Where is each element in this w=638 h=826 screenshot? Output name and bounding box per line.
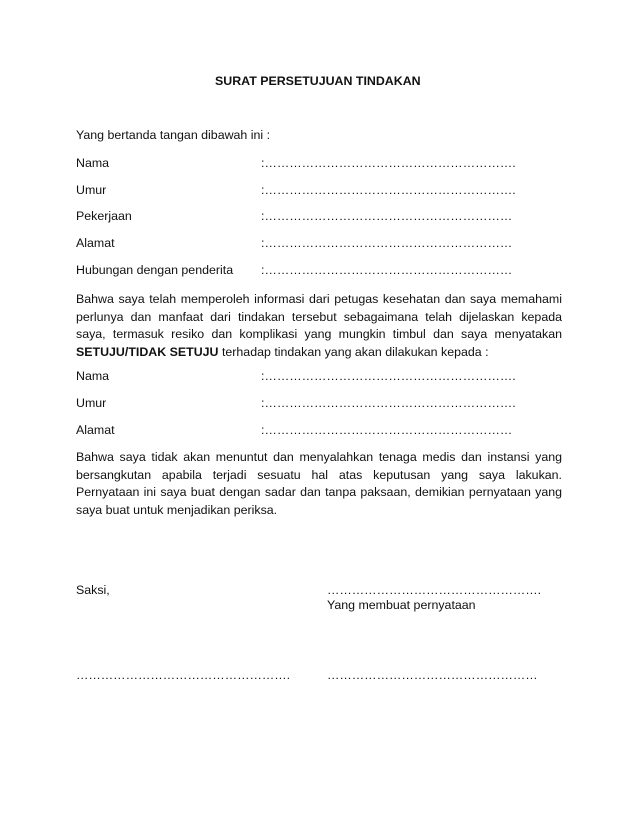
- document-title: SURAT PERSETUJUAN TINDAKAN: [215, 74, 421, 88]
- consent-line-1: Bahwa saya telah memperoleh informasi dari petugas kesehatan dan saya memahami: [76, 292, 562, 306]
- patient-dots-alamat: :……………………………………………………: [261, 423, 513, 437]
- signer-dots: …………………………………………….: [327, 583, 542, 597]
- field-label-pekerjaan: Pekerjaan: [76, 209, 132, 223]
- patient-label-nama: Nama: [76, 369, 110, 383]
- field-label-umur: Umur: [76, 183, 107, 197]
- field-dots-alamat: :……………………………………………………: [261, 236, 513, 250]
- witness-signature-line: …………………………………………….: [76, 668, 291, 682]
- patient-label-umur: Umur: [76, 396, 107, 410]
- patient-dots-umur: :…………………………………………………….: [261, 396, 516, 410]
- field-label-alamat: Alamat: [76, 236, 115, 250]
- consent-line-4: [76, 344, 562, 362]
- signer-signature-line: ……………………………………………: [327, 668, 538, 682]
- field-dots-nama: :…………………………………………………….: [261, 156, 516, 170]
- consent-choice: SETUJU/TIDAK SETUJU: [76, 344, 219, 359]
- consent-paragraph: [76, 291, 562, 361]
- waiver-line-3: Pernyataan ini saya buat dengan sadar dan tanpa paksaan, demikian pernyataan yang: [76, 485, 562, 500]
- field-dots-hubungan: :……………………………………………………: [261, 263, 513, 277]
- consent-line-2: perlunya dan manfaat dari tindakan tersebut sebagaimana telah dijelaskan kepada: [76, 309, 562, 324]
- field-dots-umur: :…………………………………………………….: [261, 183, 516, 197]
- patient-label-alamat: Alamat: [76, 423, 115, 437]
- consent-line-3: saya, termasuk resiko dan komplikasi yang mungkin timbul dan saya menyatakan: [76, 327, 562, 342]
- field-dots-pekerjaan: :……………………………………………………: [261, 209, 513, 223]
- field-label-nama: Nama: [76, 156, 110, 170]
- patient-dots-nama: :…………………………………………………….: [261, 369, 516, 383]
- field-label-hubungan: Hubungan dengan penderita: [76, 263, 234, 277]
- signer-label: Yang membuat pernyataan: [327, 598, 476, 612]
- intro-text: Yang bertanda tangan dibawah ini :: [76, 128, 271, 142]
- witness-label: Saksi,: [76, 583, 110, 597]
- waiver-line-4: saya buat untuk menjadikan periksa.: [76, 502, 278, 517]
- waiver-paragraph: [76, 449, 562, 519]
- consent-line-4-rest: terhadap tindakan yang akan dilakukan kepada :: [218, 344, 489, 359]
- waiver-line-1: Bahwa saya tidak akan menuntut dan menyalahkan tenaga medis dan instansi yang: [76, 450, 562, 464]
- waiver-line-2: bersangkutan apabila terjadi sesuatu hal atas keputusan yang saya lakukan.: [76, 467, 562, 482]
